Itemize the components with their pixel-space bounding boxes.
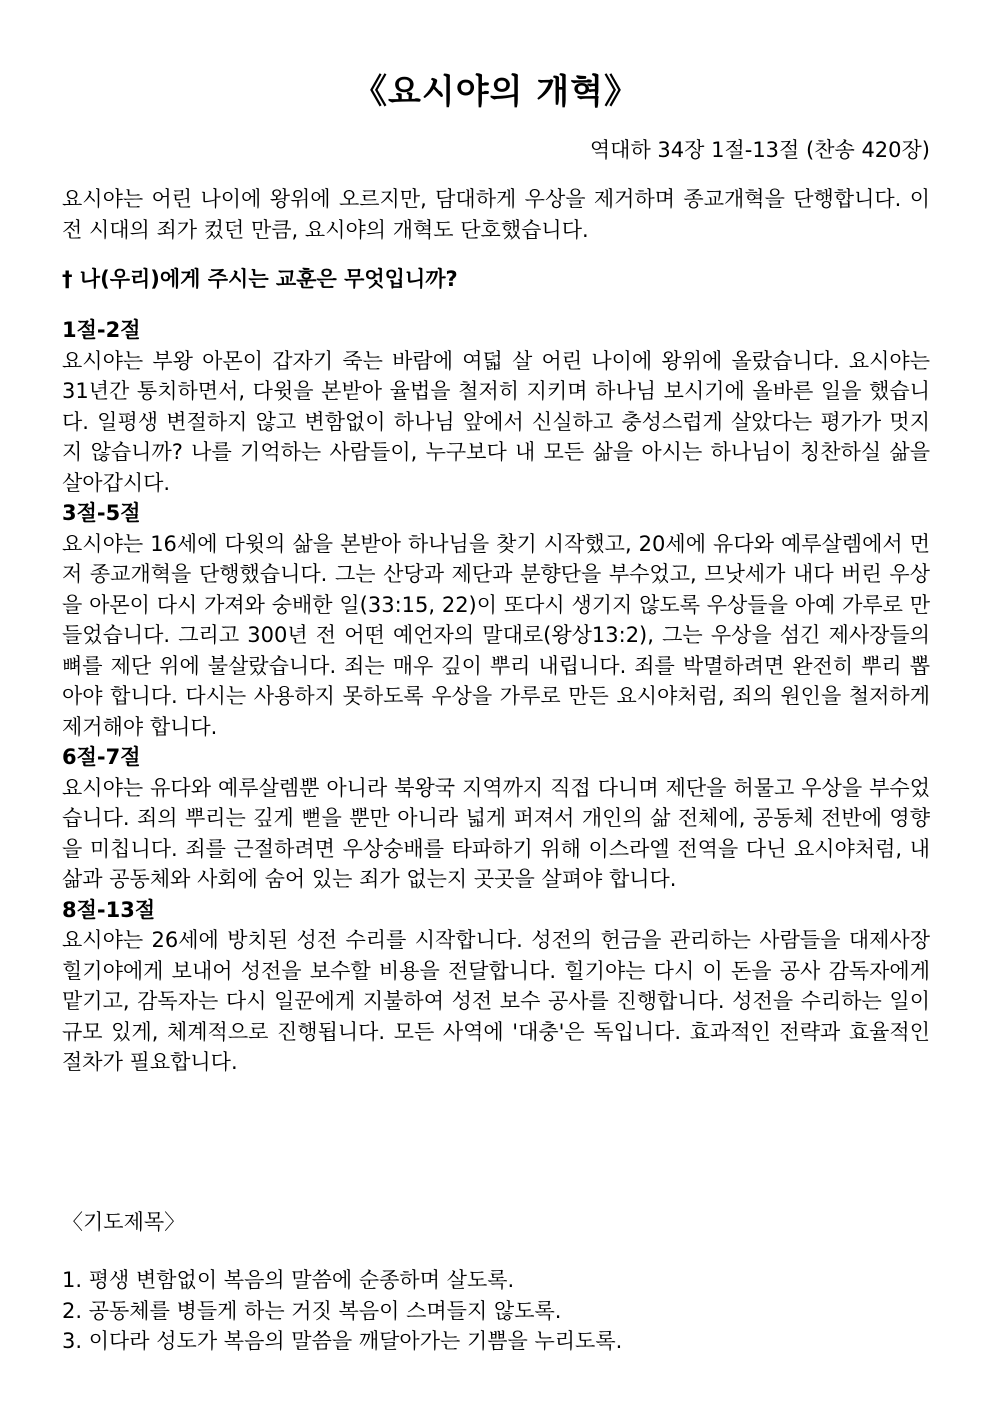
section-heading: 6절-7절: [62, 745, 141, 769]
section-text: 요시야는 유다와 예루살렘뿐 아니라 북왕국 지역까지 직접 다니며 제단을 허물고 우상을 부수었습니다. 죄의 뿌리는 깊게 뻗을 뿐만 아니라 넓게 퍼져서 개인의 삶 전체에, 공동체 전반에 영향을 미칩니다. 죄를 근절하려면 우상숭배를 타파하기 위해 이스라엘 전역을 다닌 요시야처럼, 내 삶과 공동체와 사회에 숨어 있는 죄가 없는지 곳곳을 살펴야 합니다.: [62, 775, 930, 891]
intro-text: 요시야는 어린 나이에 왕위에 오르지만, 담대하게 우상을 제거하며 종교개혁을 단행합니다. 이전 시대의 죄가 컸던 만큼, 요시야의 개혁도 단호했습니다.: [62, 187, 930, 242]
scripture-reference: 역대하 34장 1절-13절 (찬송 420장): [589, 138, 930, 162]
section-text: 요시야는 16세에 다윗의 삶을 본받아 하나님을 찾기 시작했고, 20세에 유다와 예루살렘에서 먼저 종교개혁을 단행했습니다. 그는 산당과 제단과 분향단을 부수었고, 므낫세가 내다 버린 우상을 아몬이 다시 가져와 숭배한 일(33:15, 22)이 또다시 생기지 않도록 우상들을 아예 가루로 만들었습니다. 그리고 300년 전 어떤 예언자의 말대로(왕상13:2), 그는 우상을 섬긴 제사장들의 뼈를 제단 위에 불살랐습니다. 죄는 매우 깊이 뿌리 내립니다. 죄를 박멸하려면 완전히 뿌리 뽑아야 합니다. 다시는 사용하지 못하도록 우상을 가루로 만든 요시야처럼, 죄의 원인을 철저하게 제거해야 합니다.: [62, 531, 930, 739]
section-text: 요시야는 26세에 방치된 성전 수리를 시작합니다. 성전의 헌금을 관리하는 사람들을 대제사장 힐기야에게 보내어 성전을 보수할 비용을 전달합니다. 힐기야는 다시 이 돈을 공사 감독자에게 맡기고, 감독자는 다시 일꾼에게 지불하여 성전 보수 공사를 진행합니다. 성전을 수리하는 일이 규모 있게, 체계적으로 진행됩니다. 모든 사역에 '대충'은 독입니다. 효과적인 전략과 효율적인 절차가 필요합니다.: [62, 928, 930, 1074]
section-heading: 8절-13절: [62, 897, 156, 922]
prayer-item: 2. 공동체를 병들게 하는 거짓 복음이 스며들지 않도록.: [62, 1298, 562, 1323]
prayer-item: 3. 이다라 성도가 복음의 말씀을 깨달아가는 기쁨을 누리도록.: [62, 1329, 623, 1353]
section-heading: 1절-2절: [62, 318, 141, 342]
section-text: 요시야는 부왕 아몬이 갑자기 죽는 바람에 여덟 살 어린 나이에 왕위에 올랐습니다. 요시야는 31년간 통치하면서, 다윗을 본받아 율법을 철저히 지키며 하나님 보시기에 올바른 일을 했습니다. 일평생 변절하지 않고 변함없이 하나님 앞에서 신실하고 충성스럽게 살았다는 평가가 멋지지 않습니까? 나를 기억하는 사람들이, 누구보다 내 모든 삶을 아시는 하나님이 칭찬하실 삶을 살아갑시다.: [62, 348, 930, 495]
intro-paragraph: [62, 184, 930, 245]
lesson-question: † 나(우리)에게 주시는 교훈은 무엇입니까?: [62, 267, 458, 291]
prayer-item: 1. 평생 변함없이 복음의 말씀에 순종하며 살도록.: [62, 1268, 515, 1292]
sections: [62, 315, 930, 1078]
document-title: 《요시야의 개혁》: [353, 72, 639, 112]
prayer-list: [62, 1265, 622, 1357]
section-heading: 3절-5절: [62, 501, 141, 525]
prayer-title: 〈기도제목〉: [62, 1210, 186, 1234]
